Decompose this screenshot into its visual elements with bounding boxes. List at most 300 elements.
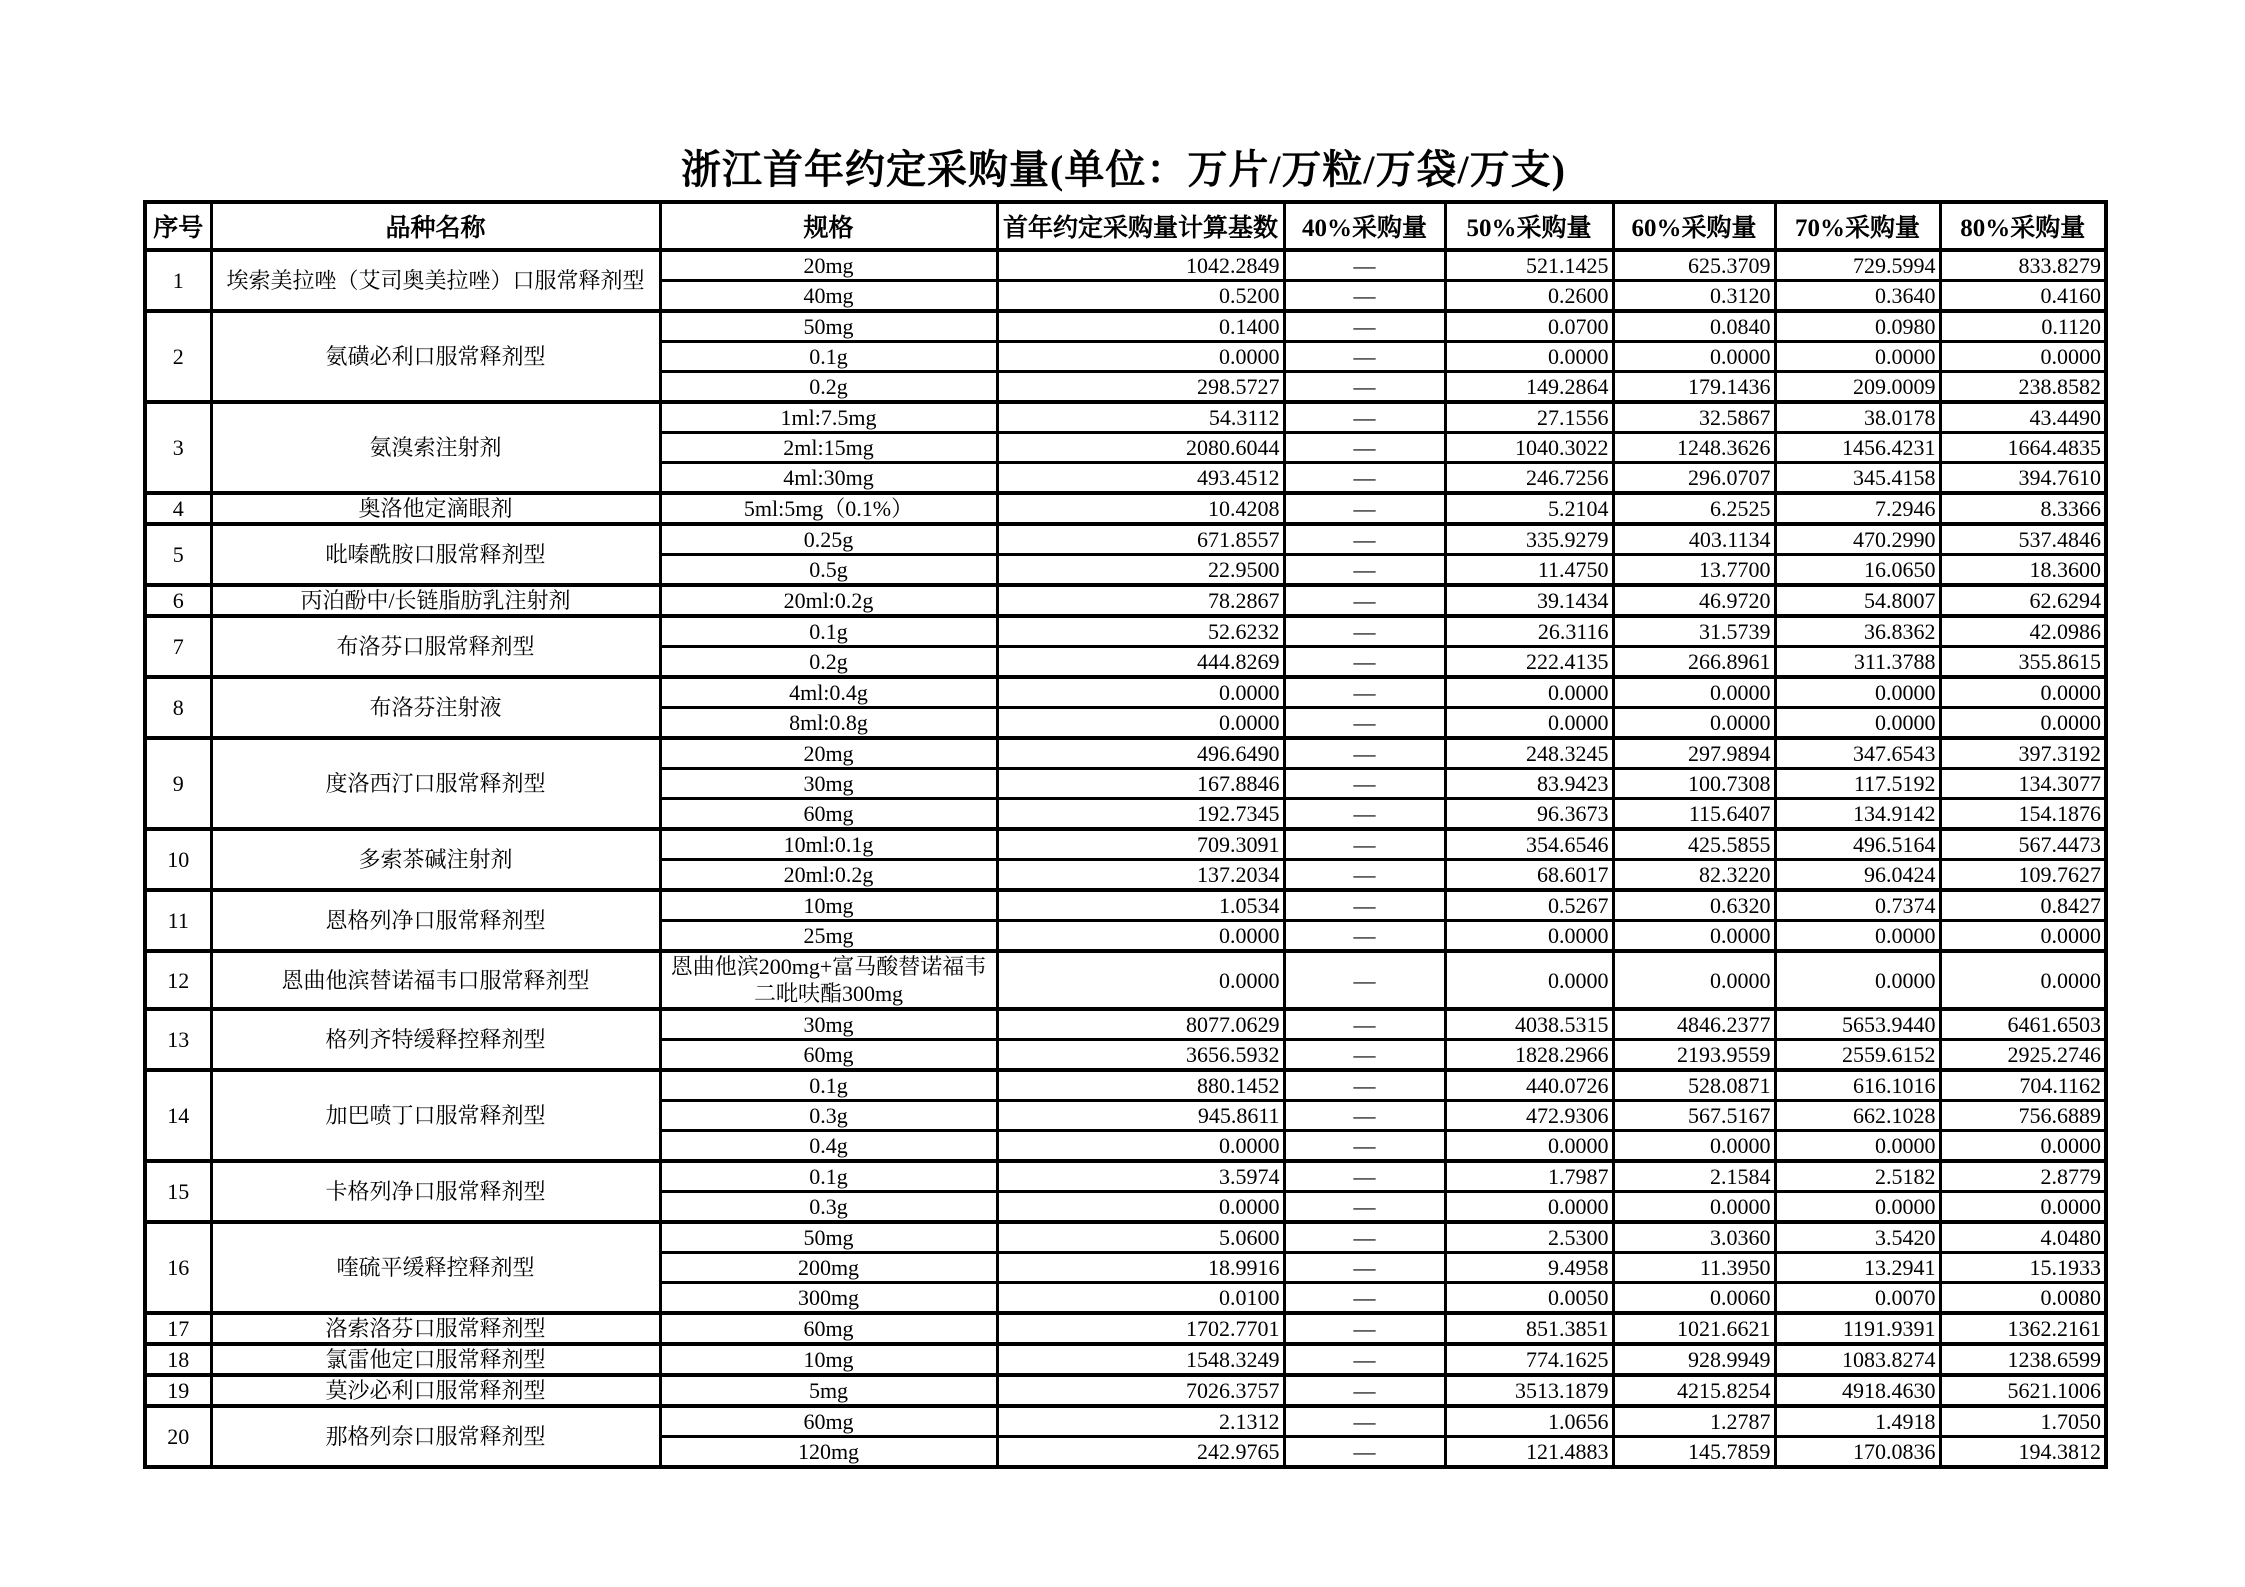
pct50-cell: 5.2104	[1445, 493, 1613, 524]
pct70-cell: 0.0000	[1775, 951, 1940, 1009]
table-row	[145, 1313, 2106, 1344]
table-row	[145, 493, 2106, 524]
pct50-cell: 0.0000	[1445, 342, 1613, 372]
pct80-cell: 0.1120	[1940, 311, 2106, 342]
pct70-cell: 0.0000	[1775, 677, 1940, 708]
pct70-cell: 616.1016	[1775, 1070, 1940, 1101]
pct70-cell: 0.0000	[1775, 1131, 1940, 1162]
row-number: 6	[145, 585, 211, 616]
pct80-cell: 756.6889	[1940, 1101, 2106, 1131]
pct60-cell: 179.1436	[1613, 372, 1775, 403]
pct50-cell: 149.2864	[1445, 372, 1613, 403]
pct50-cell: 0.0000	[1445, 1192, 1613, 1223]
pct60-cell: 0.0000	[1613, 951, 1775, 1009]
pct50-cell: 335.9279	[1445, 524, 1613, 555]
spec-cell: 50mg	[660, 1222, 997, 1253]
product-name: 度洛西汀口服常释剂型	[211, 738, 660, 829]
spec-cell: 20mg	[660, 738, 997, 769]
pct50-cell: 1.0656	[1445, 1406, 1613, 1437]
pct50-cell: 0.0000	[1445, 951, 1613, 1009]
pct40-cell: —	[1284, 799, 1445, 830]
spec-cell: 0.1g	[660, 342, 997, 372]
row-number: 12	[145, 951, 211, 1009]
pct70-cell: 0.7374	[1775, 890, 1940, 921]
base-volume-cell: 2.1312	[997, 1406, 1284, 1437]
pct50-cell: 0.2600	[1445, 281, 1613, 312]
pct80-cell: 0.0000	[1940, 1131, 2106, 1162]
pct60-cell: 2.1584	[1613, 1161, 1775, 1192]
base-volume-cell: 1042.2849	[997, 250, 1284, 281]
pct80-cell: 4.0480	[1940, 1222, 2106, 1253]
base-volume-cell: 52.6232	[997, 616, 1284, 647]
row-number: 19	[145, 1375, 211, 1406]
pct70-cell: 0.0000	[1775, 921, 1940, 952]
table-row	[145, 1406, 2106, 1437]
spec-cell: 20ml:0.2g	[660, 860, 997, 891]
table-row	[145, 1070, 2106, 1101]
table-row	[145, 1344, 2106, 1375]
pct40-cell: —	[1284, 769, 1445, 799]
pct70-cell: 209.0009	[1775, 372, 1940, 403]
pct60-cell: 145.7859	[1613, 1437, 1775, 1468]
pct80-cell: 0.0000	[1940, 342, 2106, 372]
pct50-cell: 83.9423	[1445, 769, 1613, 799]
header-row	[145, 202, 2106, 250]
product-name: 氨溴索注射剂	[211, 402, 660, 493]
base-volume-cell: 0.0000	[997, 1192, 1284, 1223]
pct50-cell: 3513.1879	[1445, 1375, 1613, 1406]
pct80-cell: 704.1162	[1940, 1070, 2106, 1101]
table-row	[145, 738, 2106, 769]
base-volume-cell: 242.9765	[997, 1437, 1284, 1468]
pct80-cell: 833.8279	[1940, 250, 2106, 281]
pct80-cell: 394.7610	[1940, 463, 2106, 494]
spec-cell: 0.3g	[660, 1101, 997, 1131]
pct80-cell: 0.0080	[1940, 1283, 2106, 1314]
pct80-cell: 567.4473	[1940, 829, 2106, 860]
base-volume-cell: 167.8846	[997, 769, 1284, 799]
base-volume-cell: 22.9500	[997, 555, 1284, 586]
base-volume-cell: 0.0000	[997, 708, 1284, 739]
product-name: 布洛芬口服常释剂型	[211, 616, 660, 677]
pct70-cell: 345.4158	[1775, 463, 1940, 494]
pct80-cell: 1664.4835	[1940, 433, 2106, 463]
pct70-cell: 134.9142	[1775, 799, 1940, 830]
pct80-cell: 8.3366	[1940, 493, 2106, 524]
header-pct40: 40%采购量	[1284, 202, 1445, 250]
base-volume-cell: 880.1452	[997, 1070, 1284, 1101]
page-title: 浙江首年约定采购量(单位：万片/万粒/万袋/万支)	[681, 147, 1566, 192]
pct40-cell: —	[1284, 1222, 1445, 1253]
base-volume-cell: 8077.0629	[997, 1009, 1284, 1040]
spec-cell: 300mg	[660, 1283, 997, 1314]
spec-cell: 5mg	[660, 1375, 997, 1406]
header-pct80: 80%采购量	[1940, 202, 2106, 250]
pct60-cell: 3.0360	[1613, 1222, 1775, 1253]
base-volume-cell: 18.9916	[997, 1253, 1284, 1283]
row-number: 10	[145, 829, 211, 890]
pct50-cell: 2.5300	[1445, 1222, 1613, 1253]
table-row	[145, 311, 2106, 342]
header-pct60: 60%采购量	[1613, 202, 1775, 250]
spec-cell: 0.25g	[660, 524, 997, 555]
pct60-cell: 425.5855	[1613, 829, 1775, 860]
pct70-cell: 347.6543	[1775, 738, 1940, 769]
row-number: 9	[145, 738, 211, 829]
pct80-cell: 2.8779	[1940, 1161, 2106, 1192]
product-name: 氨磺必利口服常释剂型	[211, 311, 660, 402]
spec-cell: 0.4g	[660, 1131, 997, 1162]
pct40-cell: —	[1284, 493, 1445, 524]
spec-cell: 0.2g	[660, 372, 997, 403]
table-row	[145, 1009, 2106, 1040]
pct60-cell: 32.5867	[1613, 402, 1775, 433]
row-number: 1	[145, 250, 211, 311]
pct60-cell: 4846.2377	[1613, 1009, 1775, 1040]
pct80-cell: 238.8582	[1940, 372, 2106, 403]
pct40-cell: —	[1284, 616, 1445, 647]
spec-cell: 0.1g	[660, 1070, 997, 1101]
spec-cell: 50mg	[660, 311, 997, 342]
pct50-cell: 121.4883	[1445, 1437, 1613, 1468]
pct40-cell: —	[1284, 1040, 1445, 1071]
base-volume-cell: 7026.3757	[997, 1375, 1284, 1406]
pct40-cell: —	[1284, 433, 1445, 463]
pct60-cell: 266.8961	[1613, 647, 1775, 678]
spec-cell: 2ml:15mg	[660, 433, 997, 463]
pct70-cell: 13.2941	[1775, 1253, 1940, 1283]
pct80-cell: 537.4846	[1940, 524, 2106, 555]
pct40-cell: —	[1284, 281, 1445, 312]
pct50-cell: 1828.2966	[1445, 1040, 1613, 1071]
pct40-cell: —	[1284, 738, 1445, 769]
pct60-cell: 528.0871	[1613, 1070, 1775, 1101]
pct70-cell: 38.0178	[1775, 402, 1940, 433]
pct70-cell: 3.5420	[1775, 1222, 1940, 1253]
pct60-cell: 0.0840	[1613, 311, 1775, 342]
spec-cell: 120mg	[660, 1437, 997, 1468]
pct80-cell: 15.1933	[1940, 1253, 2106, 1283]
pct80-cell: 0.4160	[1940, 281, 2106, 312]
base-volume-cell: 0.0000	[997, 677, 1284, 708]
base-volume-cell: 493.4512	[997, 463, 1284, 494]
table-row	[145, 1375, 2106, 1406]
pct70-cell: 36.8362	[1775, 616, 1940, 647]
base-volume-cell: 78.2867	[997, 585, 1284, 616]
pct60-cell: 115.6407	[1613, 799, 1775, 830]
pct80-cell: 397.3192	[1940, 738, 2106, 769]
pct40-cell: —	[1284, 1070, 1445, 1101]
pct70-cell: 4918.4630	[1775, 1375, 1940, 1406]
pct80-cell: 134.3077	[1940, 769, 2106, 799]
pct60-cell: 0.0000	[1613, 921, 1775, 952]
pct40-cell: —	[1284, 1192, 1445, 1223]
pct60-cell: 0.0000	[1613, 1131, 1775, 1162]
base-volume-cell: 0.0000	[997, 951, 1284, 1009]
base-volume-cell: 444.8269	[997, 647, 1284, 678]
pct40-cell: —	[1284, 311, 1445, 342]
pct60-cell: 0.0000	[1613, 708, 1775, 739]
product-name: 布洛芬注射液	[211, 677, 660, 738]
base-volume-cell: 496.6490	[997, 738, 1284, 769]
pct70-cell: 117.5192	[1775, 769, 1940, 799]
row-number: 8	[145, 677, 211, 738]
pct70-cell: 0.0000	[1775, 342, 1940, 372]
spec-cell: 0.5g	[660, 555, 997, 586]
header-base-volume: 首年约定采购量计算基数	[997, 202, 1284, 250]
pct60-cell: 1248.3626	[1613, 433, 1775, 463]
pct40-cell: —	[1284, 1131, 1445, 1162]
base-volume-cell: 5.0600	[997, 1222, 1284, 1253]
pct60-cell: 2193.9559	[1613, 1040, 1775, 1071]
header-pct50: 50%采购量	[1445, 202, 1613, 250]
pct70-cell: 1083.8274	[1775, 1344, 1940, 1375]
procurement-table	[143, 200, 2108, 1469]
spec-cell: 30mg	[660, 769, 997, 799]
pct70-cell: 5653.9440	[1775, 1009, 1940, 1040]
row-number: 3	[145, 402, 211, 493]
pct40-cell: —	[1284, 1313, 1445, 1344]
product-name: 恩曲他滨替诺福韦口服常释剂型	[211, 951, 660, 1009]
pct60-cell: 100.7308	[1613, 769, 1775, 799]
spec-cell: 20mg	[660, 250, 997, 281]
pct50-cell: 0.0000	[1445, 1131, 1613, 1162]
base-volume-cell: 1.0534	[997, 890, 1284, 921]
pct50-cell: 68.6017	[1445, 860, 1613, 891]
base-volume-cell: 1702.7701	[997, 1313, 1284, 1344]
pct40-cell: —	[1284, 647, 1445, 678]
product-name: 格列齐特缓释控释剂型	[211, 1009, 660, 1070]
pct70-cell: 2559.6152	[1775, 1040, 1940, 1071]
spec-cell: 1ml:7.5mg	[660, 402, 997, 433]
pct40-cell: —	[1284, 555, 1445, 586]
pct50-cell: 248.3245	[1445, 738, 1613, 769]
pct80-cell: 0.0000	[1940, 1192, 2106, 1223]
pct40-cell: —	[1284, 1009, 1445, 1040]
base-volume-cell: 3656.5932	[997, 1040, 1284, 1071]
pct60-cell: 0.3120	[1613, 281, 1775, 312]
pct80-cell: 194.3812	[1940, 1437, 2106, 1468]
pct40-cell: —	[1284, 1375, 1445, 1406]
pct80-cell: 62.6294	[1940, 585, 2106, 616]
spec-cell: 60mg	[660, 799, 997, 830]
pct80-cell: 18.3600	[1940, 555, 2106, 586]
row-number: 11	[145, 890, 211, 951]
pct40-cell: —	[1284, 1344, 1445, 1375]
product-name: 吡嗪酰胺口服常释剂型	[211, 524, 660, 585]
pct80-cell: 1.7050	[1940, 1406, 2106, 1437]
pct40-cell: —	[1284, 1161, 1445, 1192]
row-number: 14	[145, 1070, 211, 1161]
product-name: 恩格列净口服常释剂型	[211, 890, 660, 951]
spec-cell: 10ml:0.1g	[660, 829, 997, 860]
row-number: 17	[145, 1313, 211, 1344]
pct60-cell: 296.0707	[1613, 463, 1775, 494]
pct40-cell: —	[1284, 585, 1445, 616]
table-row	[145, 585, 2106, 616]
pct80-cell: 6461.6503	[1940, 1009, 2106, 1040]
pct50-cell: 246.7256	[1445, 463, 1613, 494]
table-row	[145, 951, 2106, 1009]
pct70-cell: 0.0980	[1775, 311, 1940, 342]
base-volume-cell: 0.5200	[997, 281, 1284, 312]
row-number: 20	[145, 1406, 211, 1467]
pct70-cell: 1191.9391	[1775, 1313, 1940, 1344]
base-volume-cell: 0.0000	[997, 1131, 1284, 1162]
pct70-cell: 729.5994	[1775, 250, 1940, 281]
spec-cell: 4ml:30mg	[660, 463, 997, 494]
pct60-cell: 31.5739	[1613, 616, 1775, 647]
table-row	[145, 890, 2106, 921]
spec-cell: 8ml:0.8g	[660, 708, 997, 739]
pct50-cell: 0.0000	[1445, 921, 1613, 952]
spec-cell: 60mg	[660, 1040, 997, 1071]
product-name: 埃索美拉唑（艾司奥美拉唑）口服常释剂型	[211, 250, 660, 311]
pct60-cell: 0.0000	[1613, 677, 1775, 708]
product-name: 那格列奈口服常释剂型	[211, 1406, 660, 1467]
pct60-cell: 1.2787	[1613, 1406, 1775, 1437]
pct70-cell: 311.3788	[1775, 647, 1940, 678]
pct80-cell: 0.0000	[1940, 921, 2106, 952]
product-name: 喹硫平缓释控释剂型	[211, 1222, 660, 1313]
base-volume-cell: 0.1400	[997, 311, 1284, 342]
base-volume-cell: 298.5727	[997, 372, 1284, 403]
pct70-cell: 54.8007	[1775, 585, 1940, 616]
pct60-cell: 625.3709	[1613, 250, 1775, 281]
spec-cell: 0.3g	[660, 1192, 997, 1223]
base-volume-cell: 2080.6044	[997, 433, 1284, 463]
pct50-cell: 4038.5315	[1445, 1009, 1613, 1040]
pct60-cell: 0.0000	[1613, 1192, 1775, 1223]
spec-cell: 25mg	[660, 921, 997, 952]
spec-cell: 10mg	[660, 1344, 997, 1375]
table-row	[145, 250, 2106, 281]
spec-cell: 20ml:0.2g	[660, 585, 997, 616]
pct60-cell: 4215.8254	[1613, 1375, 1775, 1406]
row-number: 2	[145, 311, 211, 402]
pct80-cell: 43.4490	[1940, 402, 2106, 433]
base-volume-cell: 945.8611	[997, 1101, 1284, 1131]
row-number: 5	[145, 524, 211, 585]
product-name: 丙泊酚中/长链脂肪乳注射剂	[211, 585, 660, 616]
pct60-cell: 297.9894	[1613, 738, 1775, 769]
pct70-cell: 496.5164	[1775, 829, 1940, 860]
table-header	[145, 202, 2106, 250]
pct40-cell: —	[1284, 250, 1445, 281]
pct80-cell: 0.0000	[1940, 951, 2106, 1009]
table-row	[145, 402, 2106, 433]
pct60-cell: 403.1134	[1613, 524, 1775, 555]
pct40-cell: —	[1284, 1283, 1445, 1314]
pct50-cell: 26.3116	[1445, 616, 1613, 647]
pct50-cell: 27.1556	[1445, 402, 1613, 433]
pct70-cell: 1.4918	[1775, 1406, 1940, 1437]
base-volume-cell: 0.0100	[997, 1283, 1284, 1314]
pct70-cell: 470.2990	[1775, 524, 1940, 555]
spec-cell: 60mg	[660, 1406, 997, 1437]
pct80-cell: 1362.2161	[1940, 1313, 2106, 1344]
pct70-cell: 96.0424	[1775, 860, 1940, 891]
pct50-cell: 0.5267	[1445, 890, 1613, 921]
pct70-cell: 0.0070	[1775, 1283, 1940, 1314]
pct50-cell: 96.3673	[1445, 799, 1613, 830]
spec-cell: 恩曲他滨200mg+富马酸替诺福韦二吡呋酯300mg	[660, 951, 997, 1009]
pct60-cell: 567.5167	[1613, 1101, 1775, 1131]
table-row	[145, 1222, 2106, 1253]
pct50-cell: 0.0700	[1445, 311, 1613, 342]
row-number: 4	[145, 493, 211, 524]
pct50-cell: 0.0050	[1445, 1283, 1613, 1314]
pct50-cell: 1.7987	[1445, 1161, 1613, 1192]
pct60-cell: 0.0000	[1613, 342, 1775, 372]
pct60-cell: 0.0060	[1613, 1283, 1775, 1314]
table-row	[145, 616, 2106, 647]
pct50-cell: 0.0000	[1445, 708, 1613, 739]
pct40-cell: —	[1284, 372, 1445, 403]
table-row	[145, 1161, 2106, 1192]
pct60-cell: 46.9720	[1613, 585, 1775, 616]
pct50-cell: 9.4958	[1445, 1253, 1613, 1283]
pct40-cell: —	[1284, 524, 1445, 555]
base-volume-cell: 3.5974	[997, 1161, 1284, 1192]
header-pct70: 70%采购量	[1775, 202, 1940, 250]
spec-cell: 10mg	[660, 890, 997, 921]
pct80-cell: 2925.2746	[1940, 1040, 2106, 1071]
pct40-cell: —	[1284, 1437, 1445, 1468]
row-number: 16	[145, 1222, 211, 1313]
pct70-cell: 16.0650	[1775, 555, 1940, 586]
pct70-cell: 2.5182	[1775, 1161, 1940, 1192]
pct50-cell: 39.1434	[1445, 585, 1613, 616]
base-volume-cell: 709.3091	[997, 829, 1284, 860]
pct40-cell: —	[1284, 829, 1445, 860]
pct60-cell: 6.2525	[1613, 493, 1775, 524]
base-volume-cell: 54.3112	[997, 402, 1284, 433]
spec-cell: 0.1g	[660, 616, 997, 647]
pct40-cell: —	[1284, 890, 1445, 921]
pct50-cell: 354.6546	[1445, 829, 1613, 860]
pct80-cell: 154.1876	[1940, 799, 2106, 830]
row-number: 15	[145, 1161, 211, 1222]
pct70-cell: 0.0000	[1775, 708, 1940, 739]
base-volume-cell: 137.2034	[997, 860, 1284, 891]
pct40-cell: —	[1284, 402, 1445, 433]
product-name: 莫沙必利口服常释剂型	[211, 1375, 660, 1406]
pct40-cell: —	[1284, 463, 1445, 494]
pct70-cell: 170.0836	[1775, 1437, 1940, 1468]
header-spec: 规格	[660, 202, 997, 250]
pct40-cell: —	[1284, 1101, 1445, 1131]
table-row	[145, 829, 2106, 860]
base-volume-cell: 0.0000	[997, 342, 1284, 372]
pct60-cell: 82.3220	[1613, 860, 1775, 891]
spec-cell: 4ml:0.4g	[660, 677, 997, 708]
pct50-cell: 521.1425	[1445, 250, 1613, 281]
pct40-cell: —	[1284, 1406, 1445, 1437]
product-name: 氯雷他定口服常释剂型	[211, 1344, 660, 1375]
pct40-cell: —	[1284, 342, 1445, 372]
pct50-cell: 11.4750	[1445, 555, 1613, 586]
pct80-cell: 109.7627	[1940, 860, 2106, 891]
base-volume-cell: 10.4208	[997, 493, 1284, 524]
pct40-cell: —	[1284, 921, 1445, 952]
pct80-cell: 0.0000	[1940, 677, 2106, 708]
table-body	[145, 250, 2106, 1467]
pct70-cell: 7.2946	[1775, 493, 1940, 524]
pct50-cell: 1040.3022	[1445, 433, 1613, 463]
base-volume-cell: 0.0000	[997, 921, 1284, 952]
header-serial: 序号	[145, 202, 211, 250]
